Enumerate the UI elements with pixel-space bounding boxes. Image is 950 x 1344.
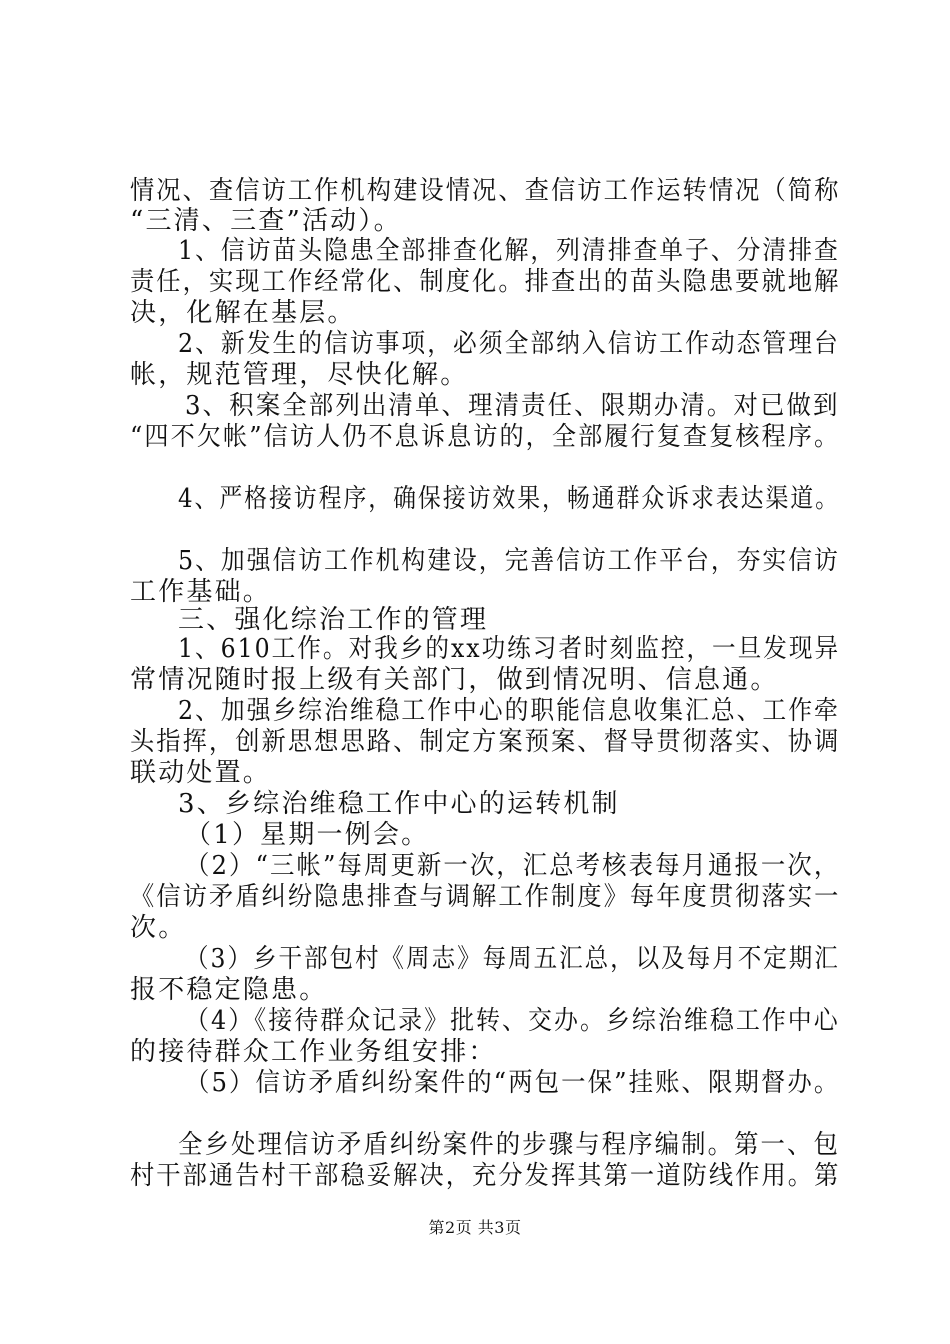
text-line: 2、新发生的信访事项，必须全部纳入信访工作动态管理台 xyxy=(178,329,840,359)
text-line: （5）信访矛盾纠纷案件的“两包一保”挂账、限期督办。 xyxy=(185,1068,841,1098)
text-line: 1、信访苗头隐患全部排查化解，列清排查单子、分清排查 xyxy=(178,236,840,266)
text-line: 村干部通告村干部稳妥解决，充分发挥其第一道防线作用。第 xyxy=(130,1161,841,1191)
text-line: “四不欠帐”信访人仍不息诉息访的，全部履行复查复核程序。 xyxy=(130,422,841,452)
text-line: 3、乡综治维稳工作中心的运转机制 xyxy=(178,789,620,819)
text-line: 次。 xyxy=(130,913,187,943)
text-line: 2、加强乡综治维稳工作中心的职能信息收集汇总、工作牵 xyxy=(178,696,840,726)
text-line: （1）星期一例会。 xyxy=(185,820,430,850)
text-line: （4）《接待群众记录》批转、交办。乡综治维稳工作中心 xyxy=(185,1006,840,1036)
text-line: 全乡处理信访矛盾纠纷案件的步骤与程序编制。第一、包 xyxy=(178,1130,841,1160)
text-line: 帐，规范管理，尽快化解。 xyxy=(130,360,469,390)
text-line: 工作基础。 xyxy=(130,577,272,607)
text-line: 3、积案全部列出清单、理清责任、限期办清。对已做到 xyxy=(185,391,840,421)
text-line: 报不稳定隐患。 xyxy=(130,975,328,1005)
text-line: 头指挥，创新思想思路、制定方案预案、督导贯彻落实、协调 xyxy=(130,727,841,757)
text-line: 责任，实现工作经常化、制度化。排查出的苗头隐患要就地解 xyxy=(130,267,841,297)
text-line: （2）“三帐”每周更新一次，汇总考核表每月通报一次， xyxy=(185,851,841,881)
text-line: 联动处置。 xyxy=(130,758,272,788)
text-line: 决，化解在基层。 xyxy=(130,298,356,328)
text-line: （3）乡干部包村《周志》每周五汇总，以及每月不定期汇 xyxy=(185,944,840,974)
text-line: 5、加强信访工作机构建设，完善信访工作平台，夯实信访 xyxy=(178,546,840,576)
section-heading: 三、强化综治工作的管理 xyxy=(178,605,489,635)
text-line: 常情况随时报上级有关部门，做到情况明、信息通。 xyxy=(130,665,779,695)
text-line: 4、严格接访程序，确保接访效果，畅通群众诉求表达渠道。 xyxy=(178,484,840,514)
page-footer: 第2页 共3页 xyxy=(428,1218,522,1237)
text-line: 的接待群众工作业务组安排： xyxy=(130,1037,497,1067)
text-line: 情况、查信访工作机构建设情况、查信访工作运转情况（简称 xyxy=(130,176,841,206)
text-line: “三清、三查”活动）。 xyxy=(130,206,402,236)
text-line: 《信访矛盾纠纷隐患排查与调解工作制度》每年度贯彻落实一 xyxy=(130,882,841,912)
text-line: 1、610工作。对我乡的xx功练习者时刻监控，一旦发现异 xyxy=(178,634,841,664)
